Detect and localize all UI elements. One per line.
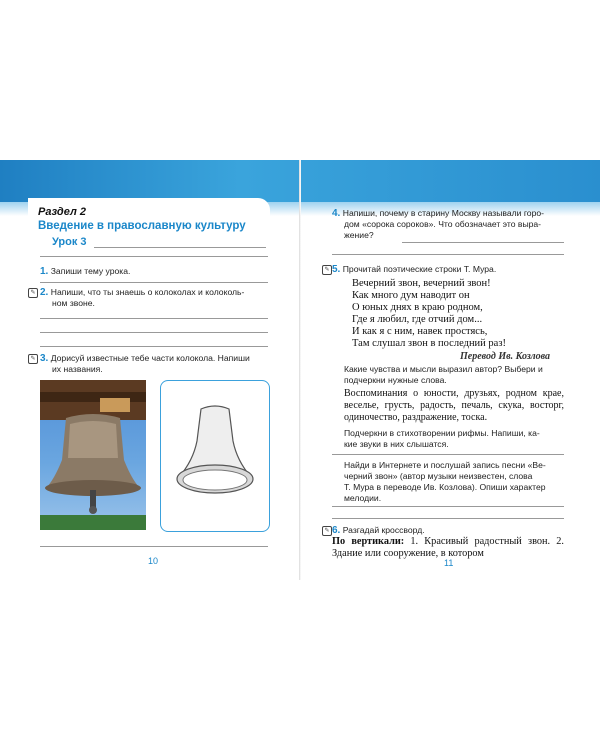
bell-drawing-frame	[160, 380, 270, 532]
question-4-cont: дом «сорока сороков». Что обозначает это выра-	[344, 219, 542, 229]
bell-photo	[40, 380, 146, 530]
textbook-spread	[0, 160, 600, 580]
question-2-cont: ном звоне.	[52, 298, 95, 308]
translation-credit: Перевод Ив. Козлова	[460, 351, 551, 362]
answer-line	[40, 318, 268, 319]
poem-line: Вечерний звон, вечерний звон!	[352, 278, 491, 289]
question-2	[40, 287, 244, 298]
chapter-title: Введение в православную культуру	[38, 220, 246, 232]
answer-line	[40, 546, 268, 547]
internet-task: Найди в Интернете и послушай запись песни «Ве-	[344, 460, 546, 470]
pencil-icon: ✎	[28, 288, 38, 298]
internet-task: мелодии.	[344, 493, 382, 503]
internet-task: Т. Мура в переводе Ив. Козлова). Опиши характер	[344, 482, 546, 492]
poem-line: О юных днях в краю родном,	[352, 302, 483, 313]
poem-line: Там слушал звон в последний раз!	[352, 338, 506, 349]
crossword-clues	[332, 536, 564, 560]
question-5-task: подчеркни нужные слова.	[344, 375, 447, 385]
word-choices: Воспоминания о юности, друзьях, родном крае, веселье, грусть, радость, печаль, скука, восторг, одиночество, раздражение, тоска.	[344, 388, 564, 423]
answer-line	[40, 332, 268, 333]
question-number: 1.	[40, 266, 49, 277]
question-text: Разгадай кроссворд.	[342, 525, 425, 535]
question-number: 4.	[332, 208, 341, 219]
question-text: Прочитай поэтические строки Т. Мура.	[342, 264, 497, 274]
answer-line	[332, 506, 564, 507]
answer-line	[332, 454, 564, 455]
question-6	[332, 525, 425, 536]
question-5	[332, 264, 496, 275]
question-text-line: Напиши, почему в старину Москву называли горо-	[342, 208, 545, 218]
question-text: Запиши тему урока.	[50, 266, 131, 276]
poem-line: И как я с ним, навек простясь,	[352, 326, 488, 337]
poem-line: Где я любил, где отчий дом...	[352, 314, 483, 325]
right-page	[302, 160, 600, 580]
question-1	[40, 266, 130, 277]
left-page	[0, 160, 298, 580]
question-text-line: Напиши, что ты знаешь о колоколах и колоколь-	[50, 287, 245, 297]
answer-line	[402, 242, 564, 243]
answer-line	[40, 346, 268, 347]
question-5-task: Какие чувства и мысли выразил автор? Выбери и	[344, 364, 543, 374]
question-number: 2.	[40, 287, 49, 298]
section-header	[28, 198, 270, 254]
rhyme-task: Подчеркни в стихотворении рифмы. Напиши, ка-	[344, 428, 540, 438]
page-gutter	[299, 160, 301, 580]
internet-task: черний звон» (автор музыки неизвестен, слова	[344, 471, 533, 481]
question-number: 5.	[332, 264, 341, 275]
pencil-icon: ✎	[28, 354, 38, 364]
question-text-line: Дорисуй известные тебе части колокола. Напиши	[50, 353, 250, 363]
poem-line: Как много дум наводит он	[352, 290, 470, 301]
section-label: Раздел 2	[38, 206, 86, 218]
lesson-answer-line	[94, 247, 266, 248]
lesson-label: Урок 3	[52, 236, 87, 248]
answer-line	[332, 518, 564, 519]
pencil-icon: ✎	[322, 526, 332, 536]
answer-line	[40, 282, 268, 283]
answer-line	[40, 256, 268, 257]
crossword-text: 1. Красивый радостный звон. 2. Здание или сооружение, в котором	[332, 536, 564, 559]
question-number: 6.	[332, 525, 341, 536]
rhyme-task: кие звуки в них слышатся.	[344, 439, 449, 449]
pencil-icon: ✎	[322, 265, 332, 275]
page-number: 10	[148, 556, 159, 566]
crossword-label: По вертикали:	[332, 536, 405, 547]
question-4	[332, 208, 544, 219]
question-3	[40, 353, 250, 364]
page-number: 11	[444, 558, 454, 568]
answer-line	[332, 254, 564, 255]
question-number: 3.	[40, 353, 49, 364]
question-4-cont: жение?	[344, 230, 374, 240]
question-3-cont: их названия.	[52, 364, 103, 374]
